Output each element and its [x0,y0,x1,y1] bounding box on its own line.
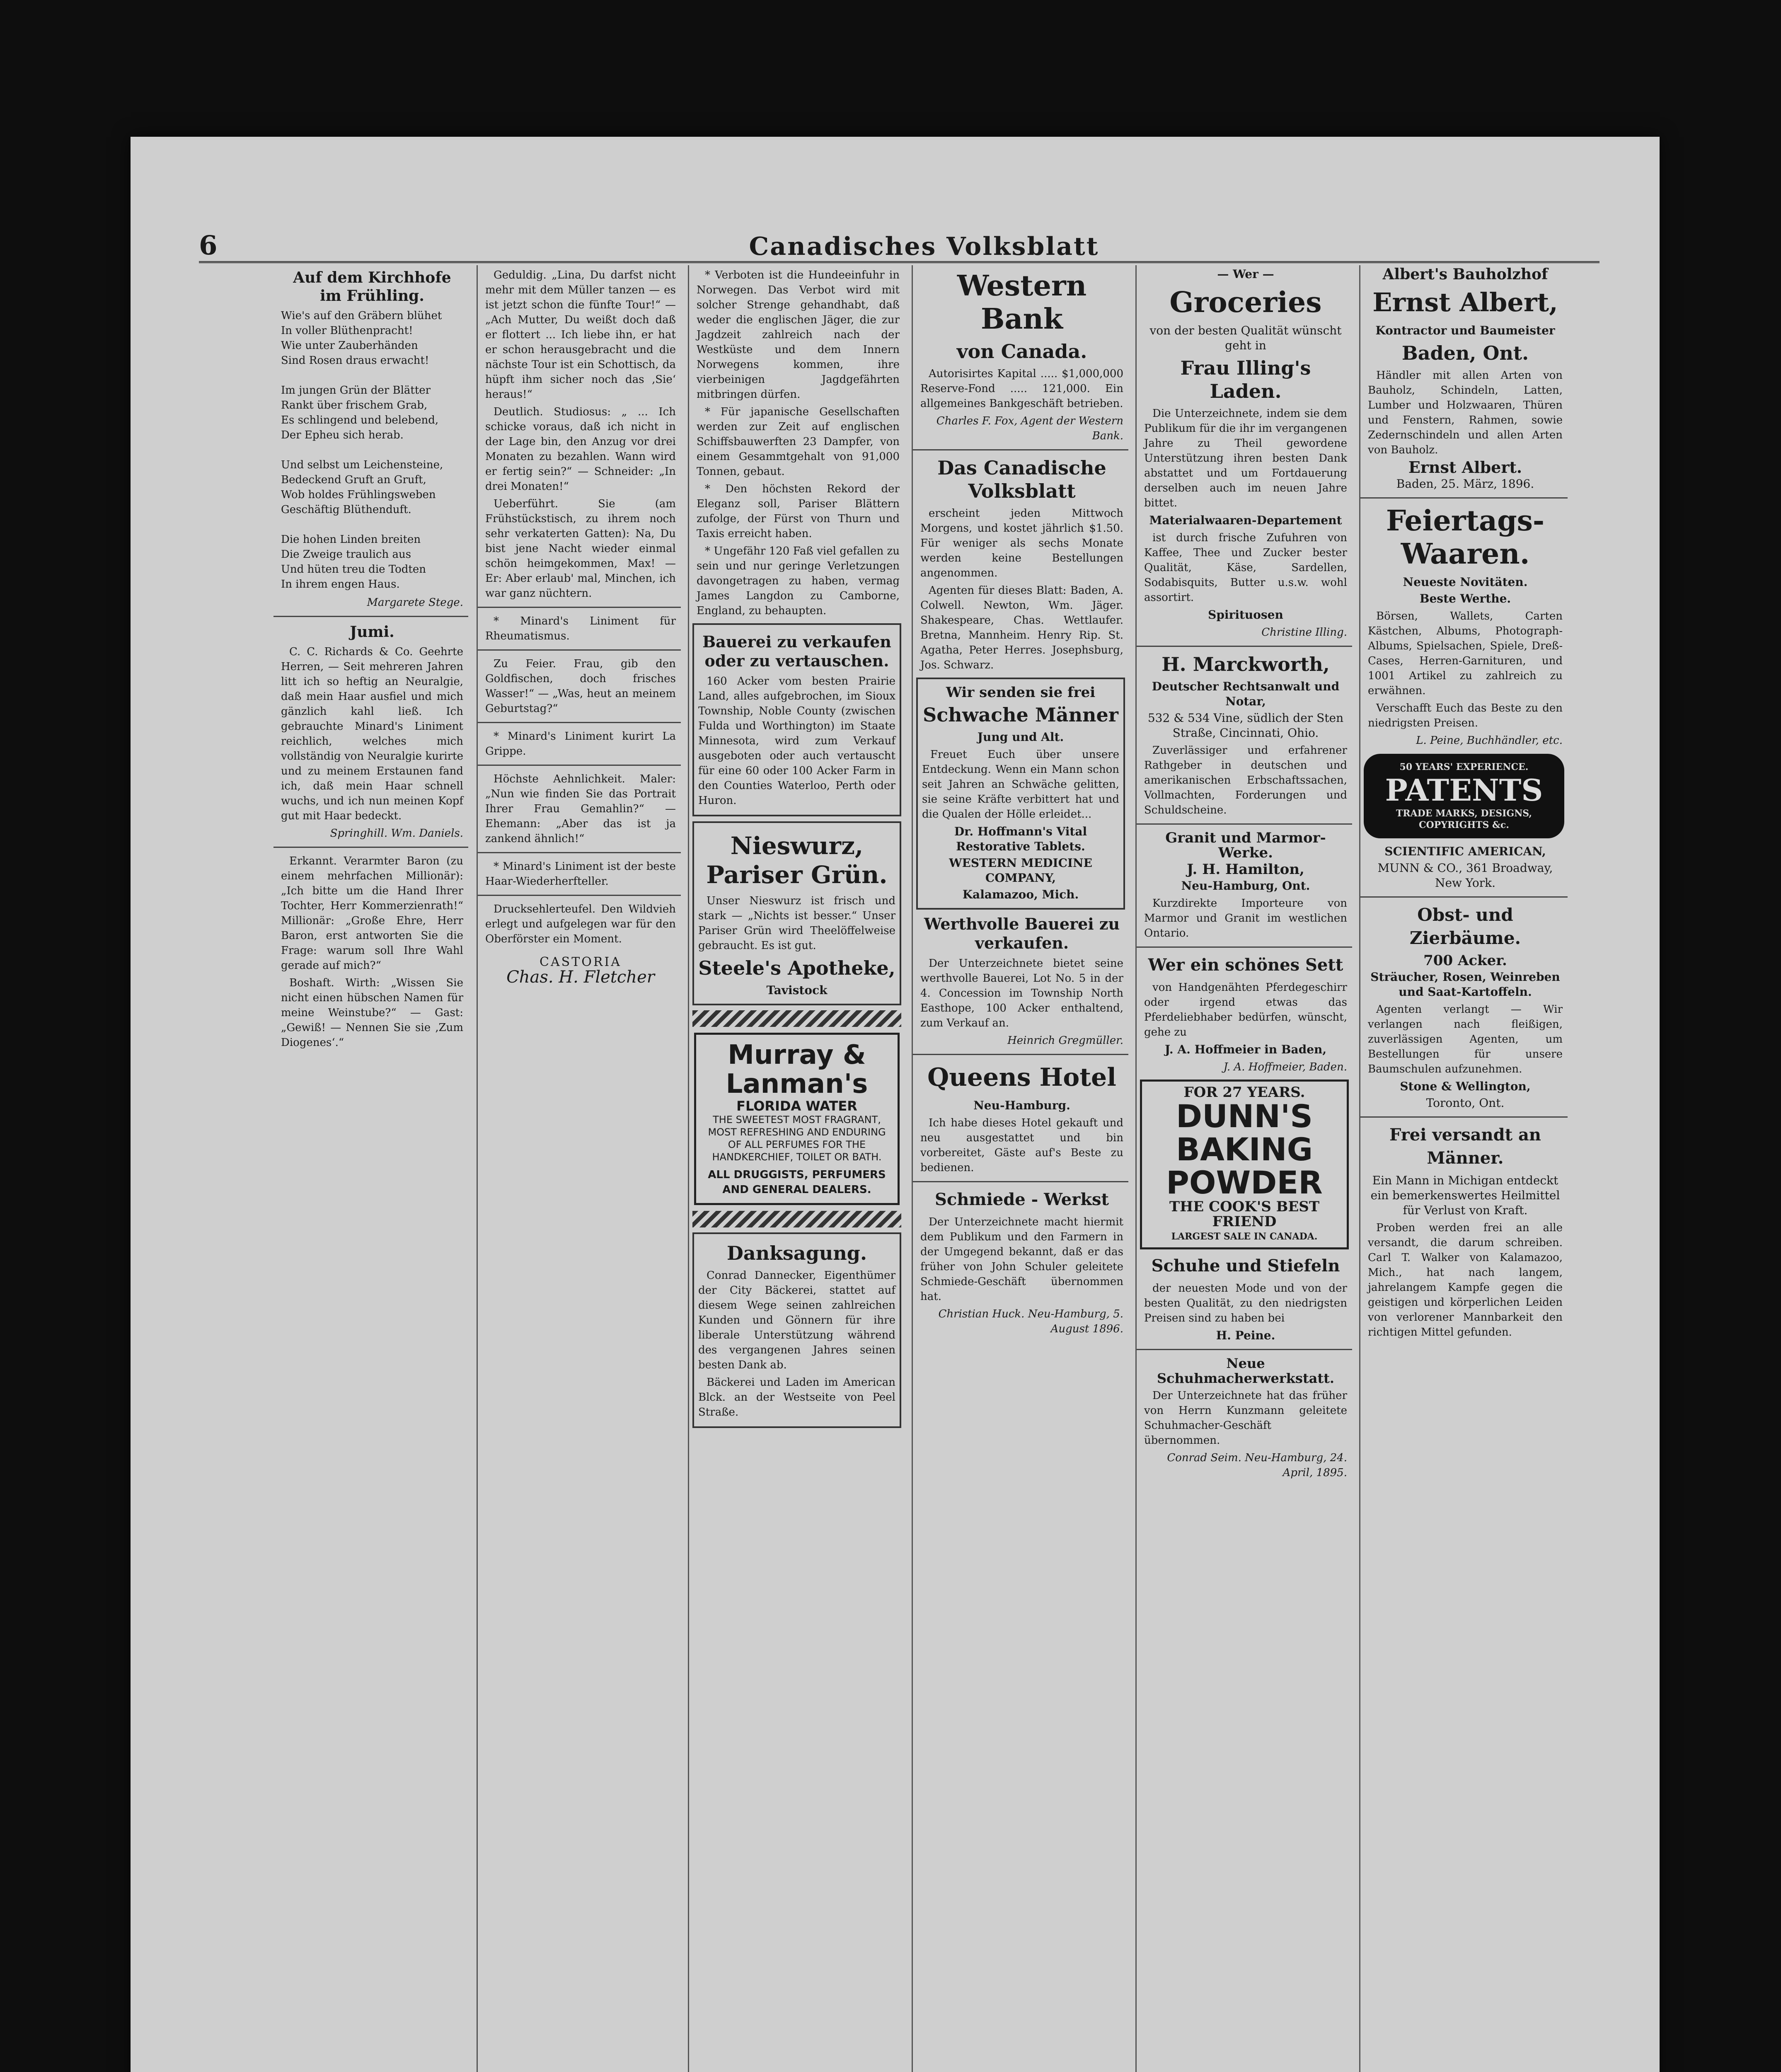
divider [1137,946,1352,948]
queens-hotel-text: Ich habe dieses Hotel gekauft und neu ausgestattet und bin vorbereitet, Gäste auf's Beste zu bedienen. [920,1117,1123,1174]
poem-line: Die hohen Linden breiten [281,533,421,546]
patents-pre: 50 YEARS' EXPERIENCE. [1399,762,1529,772]
divider [273,847,468,848]
poem-line: In ihrem engen Haus. [281,578,400,591]
murray-name: Murray & Lanman's [726,1040,868,1099]
liniment-ad: * Minard's Liniment für Rheumatismus. [485,615,676,642]
steele-city: Tavistock [766,983,828,997]
volksblatt-agents: Agenten für dieses Blatt: Baden, A. Colwell. Newton, Wm. Jäger. Shakespeare, Chas. Wettlaufer. Bretna, Mannheim. Henry Rip. St. Agatha, Peter Herres. Josephsburg, Jos. Schwarz. [920,584,1123,671]
poem-line: Der Epheu sich herab. [281,429,404,441]
testimonial-letter: C. C. Richards & Co. Geehrte Herren, — Seit mehreren Jahren litt ich so heftig an Neuralgie, daß mein Haar ausfiel und mich gänzlich kahl ließ. Ich gebrauchte Minard's Liniment reichlich, welches mich vollständig von Neuralgie kurirte und zu meinem Erstaunen fand ich, daß mein Haar schnell wuchs, und ich nun meinen Kopf gut mit Haar bedeckt. [281,646,463,822]
news-item: * Ungefähr 120 Faß viel gefallen zu sein und nur geringe Verletzungen davongetragen zu haben, vermag James Langdon zu Camborne, England, zu behaupten. [697,545,900,617]
poem-title: Auf dem Kirchhofe im Frühling. [293,269,451,305]
poem-line: Wob holdes Frühlingsweben [281,489,436,501]
scientific-american: SCIENTIFIC AMERICAN, [1384,845,1546,858]
lawyer-address: 532 & 534 Vine, südlich der Sten Straße, Cincinnati, Ohio. [1147,711,1344,740]
liniment-ad: * Minard's Liniment ist der beste Haar-Wiederherfteller. [485,860,676,888]
frei-subtitle: Ein Mann in Michigan entdeckt ein bemerkenswertes Heilmittel für Verlust von Kraft. [1370,1174,1560,1217]
divider [1137,1349,1352,1350]
bank-text: Autorisirtes Kapital ..... $1,000,000 Reserve-Fond ..... 121,000. Ein allgemeines Bankgeschäft betrieben. [920,368,1123,410]
page-number: 6 [199,230,218,261]
poem [273,308,468,592]
beste-werthe: Beste Werthe. [1419,592,1511,605]
letter-signature: Springhill. Wm. Daniels. [330,827,463,840]
anecdote: Ueberführt. Sie (am Frühstückstisch, zu ihrem noch sehr verkaterten Gatten): Na, Du bist jene Nacht wieder einmal schön heimgekommen, Max! — Er: Aber erlaub' mal, Minchen, ich war ganz nüchtern. [485,498,676,600]
danksagung-ad [692,1232,901,1428]
anecdote: Höchste Aehnlichkeit. Maler: „Nun wie finden Sie das Portrait Ihrer Frau Gemahlin?“ — Ehemann: „Aber das ist ja zankend ähnlich!“ [485,773,676,845]
dunn-name: DUNN'S BAKING POWDER [1166,1098,1323,1201]
tablets-name: Dr. Hoffmann's Vital Restorative Tablets. [954,825,1087,853]
poem-line: Im jungen Grün der Blätter [281,384,431,397]
column-1 [273,265,468,2072]
albert-date: Baden, 25. März, 1896. [1396,477,1534,491]
danksagung-address: Bäckerei und Laden im American Blck. an der Westseite von Peel Straße. [698,1376,895,1418]
divider [478,852,681,853]
materialwaaren-title: Materialwaaren-Departement [1149,513,1342,527]
stone-city: Toronto, Ont. [1426,1096,1505,1110]
news-item: * Verboten ist die Hundeeinfuhr in Norwegen. Das Verbot wird mit solcher Strenge gehandhabt, daß weder die englischen Jäger, die zur Jagdzeit zahlreich nach der Westküste und dem Innern Norwegens kommen, ihre vierbeinigen Jagdgefährten mitbringen dürfen. [697,269,900,401]
frei-text: Proben werden frei an alle versandt, die darum schreiben. Carl T. Walker von Kalamazoo, Mich., hat nach langem, jahrelangem Kampfe gegen die geistigen und körperlichen Leiden von verlorener Mannbarkeit den richtigen Mittel gefunden. [1368,1222,1563,1339]
anecdote: Deutlich. Studiosus: „ ... Ich schicke voraus, daß ich nicht in der Lage bin, den Anzug vor drei Monaten zu bezahlen. Wann wird er fertig sein?“ — Schneider: „In drei Monaten!“ [485,406,676,493]
company-city: Kalamazoo, Mich. [962,888,1079,901]
anecdote: Zu Feier. Frau, gib den Goldfischen, doch frisches Wasser!“ — „Was, heut an meinem Geburtstag?“ [485,658,676,715]
column-2 [477,265,681,2072]
divider [913,1181,1128,1182]
poem-line: Rankt über frischem Grab, [281,399,428,411]
granit-title: Granit und Marmor-Werke. [1165,830,1326,861]
sett-text: von Handgenähten Pferdegeschirr oder irgend etwas das Pferdeliebhaber bedürfen, wünscht, gehe zu [1144,981,1347,1038]
schwache-pre: Wir senden sie frei [946,684,1096,701]
farm-sale-text: 160 Acker vom besten Prairie Land, alles aufgebrochen, im Sioux Township, Noble County (zwischen Fulda und Worthington) im Staate Minnesota, wird zum Verkauf ausgeboten oder auch vertauscht für eine 60 oder 100 Acker Farm in den Counties Waterloo, Perth oder Huron. [698,675,895,807]
schwache-text: Freuet Euch über unsere Entdeckung. Wenn ein Mann schon seit Jahren an Schwäche gelitten, sie seine Kräfte verbittert hat und die Qualen der Hölle erleidet... [922,748,1119,821]
poem-line: Geschäftig Blüthenduft. [281,503,411,516]
obst-subtitle: Sträucher, Rosen, Weinreben und Saat-Kartoffeln. [1370,970,1560,999]
anecdote: Drucksehlerteufel. Den Wildvieh erlegt und aufgelegen war für den Oberförster ein Moment. [485,903,676,945]
bank-signature: Charles F. Fox, Agent der Western Bank. [936,415,1123,442]
divider [478,722,681,723]
liniment-ad: * Minard's Liniment kurirt La Grippe. [485,730,676,758]
groceries-pre: — Wer — [1217,267,1274,281]
divider [1137,823,1352,825]
column-4 [912,265,1128,2072]
poem-line [281,517,463,532]
lawyer-name: H. Marckworth, [1162,653,1330,675]
neue-werkstatt-text: Der Unterzeichnete hat das früher von Herrn Kunzmann geleitete Schuhmacher-Geschäft übernommen. [1144,1389,1347,1447]
castoria-ad: CASTORIA [540,955,622,969]
groceries-subtitle: von der besten Qualität wünscht geht in [1149,324,1342,352]
poem-line: Die Zweige traulich aus [281,548,411,561]
divider [478,895,681,896]
hamilton-city: Neu-Hamburg, Ont. [1181,879,1310,893]
poem-line [281,368,463,383]
divider [273,616,468,617]
poem-line: Wie's auf den Gräbern blühet [281,310,442,322]
dunn-sub: THE COOK'S BEST FRIEND [1169,1198,1320,1230]
obst-text: Agenten verlangt — Wir verlangen nach fleißigen, zuverlässigen Agenten, um Bestellungen für unsere Baumschulen aufzunehmen. [1368,1003,1563,1075]
stone-wellington: Stone & Wellington, [1400,1080,1531,1093]
neue-werkstatt-signature: Conrad Seim. Neu-Hamburg, 24. April, 1895. [1167,1452,1347,1479]
divider [478,607,681,608]
neue-werkstatt-title: Neue Schuhmacherwerkstatt. [1157,1356,1335,1386]
poem-author: Margarete Stege. [367,596,463,609]
schmiede-text: Der Unterzeichnete macht hiermit dem Publikum und den Farmern in der Umgegend bekannt, daß er das früher von John Schuler geleitete Schmiede-Geschäft übernommen hat. [920,1216,1123,1303]
schuhe-text: der neuesten Mode und von der besten Qualität, zu den niedrigsten Preisen sind zu haben bei [1144,1282,1347,1324]
bauerei-title: Werthvolle Bauerei zu verkaufen. [924,915,1120,952]
schuhe-name: H. Peine. [1216,1329,1275,1342]
divider [913,449,1128,450]
schuhe-title: Schuhe und Stiefeln [1151,1256,1340,1276]
volksblatt-title: Das Canadische Volksblatt [937,457,1106,502]
groceries-title: Groceries [1169,286,1322,319]
danksagung-text: Conrad Dannecker, Eigenthümer der City Bäckerei, stattet auf diesem Wege seinen zahlreichen Kunden und Gönnern für ihre liberale Unterstützung während des vergangenen Jahres seinen besten Dank ab. [698,1269,895,1371]
feiertag-title: Feiertags-Waaren. [1386,504,1545,571]
albert-subtitle: Kontractor und Baumeister [1375,324,1555,337]
feiertag-text2: Verschafft Euch das Beste zu den niedrigsten Preisen. [1368,702,1563,729]
schwache-subtitle: Jung und Alt. [977,730,1064,744]
dunns-baking-powder-ad [1140,1080,1349,1249]
divider [478,765,681,766]
groceries-signature: Christine Illing. [1261,626,1347,639]
sett-title: Wer ein schönes Sett [1148,955,1343,975]
bauholz-pre: Albert's Bauholzhof [1382,266,1548,283]
bauerei-signature: Heinrich Gregmüller. [1007,1034,1123,1047]
poem-line: Es schlingend und belebend, [281,414,439,426]
poem-line: In voller Blüthenpracht! [281,324,413,337]
spirituosen-title: Spirituosen [1208,608,1283,622]
divider [913,1054,1128,1055]
divider [478,649,681,651]
obst-acker: 700 Acker. [1423,952,1507,969]
poem-line: Bedeckend Gruft an Gruft, [281,474,426,486]
groceries-shop: Frau Illing's Laden. [1180,357,1311,402]
farm-sale-ad [692,623,901,816]
anecdote: Geduldig. „Lina, Du darfst nicht mehr mit dem Müller tanzen — es ist jetzt schon die fünfte Tour!“ — „Ach Mutter, Du weißt doch daß er flottert ... Ich liebe ihn, er hat er schon herausgebracht und die nächste Tour ist ein Schottisch, da hüpft ihm sicher noch das ‚Sie‘ heraus!“ [485,269,676,401]
poem-line: Wie unter Zauberhänden [281,339,418,352]
feiertag-signature: L. Peine, Buchhändler, etc. [1416,734,1563,747]
column-6 [1359,265,1568,2072]
groceries-text: Die Unterzeichnete, indem sie dem Publikum für die ihr im vergangenen Jahre zu Theil gewordene Unterstützung ihren besten Dank abstattet und um Fortdauerung derselben auch im neuen Jahre bittet. [1144,407,1347,509]
danksagung-title: Danksagung. [727,1242,867,1264]
divider [1360,1116,1568,1118]
poem-line [281,443,463,457]
nieswurz-title: Nieswurz, Pariser Grün. [706,832,888,889]
patents-title: PATENTS [1385,772,1543,808]
feiertag-text: Börsen, Wallets, Carten Kästchen, Albums, Photograph-Albums, Spielsachen, Spiele, Dreß-Cases, Herren-Garnituren, und 1001 Artikel zu zahlreich zu erwähnen. [1368,610,1563,697]
fletcher-signature: Chas. H. Fletcher [506,968,655,987]
schwache-title: Schwache Männer [923,704,1118,726]
news-item: * Für japanische Gesellschaften werden zur Zeit auf englischen Schiffsbauwerften 23 Dampfer, von einem Gesammtgehalt von 91,000 Tonnen, gebaut. [697,406,900,478]
column-5 [1135,265,1352,2072]
anecdote: Boshaft. Wirth: „Wissen Sie nicht einen hübschen Namen für meine Weinstube?“ — Gast: „Gewiß! — Nennen Sie sie ‚Zum Diogenes‘.“ [281,977,463,1049]
patents-ad [1364,754,1564,838]
lawyer-text: Zuverlässiger und erfahrener Rathgeber in deutschen und amerikanischen Erbschaftssachen, Vollmachten, Forderungen und Schuldscheine. [1144,744,1347,816]
volksblatt-text: erscheint jeden Mittwoch Morgens, und kostet jährlich $1.50. Für weniger als sechs Monate werden keine Bestellungen angenommen. [920,507,1123,579]
patents-sub: TRADE MARKS, DESIGNS, COPYRIGHTS &c. [1396,808,1532,830]
column-3 [688,265,905,2072]
novitaeten-title: Neueste Novitäten. [1403,575,1528,589]
queens-hotel-city: Neu-Hamburg. [973,1099,1070,1112]
obst-title: Obst- und Zierbäume. [1409,905,1521,948]
farm-sale-title: Bauerei zu verkaufen oder zu vertauschen. [702,632,891,670]
munn-co: MUNN & CO., 361 Broadway, New York. [1377,861,1553,890]
news-item: * Den höchsten Rekord der Eleganz soll, Pariser Blättern zufolge, der Fürst von Thurn und Taxis erreicht haben. [697,483,900,540]
poem-line: Sind Rosen draus erwacht! [281,354,429,367]
divider [1360,497,1568,499]
queens-hotel-title: Queens Hotel [927,1063,1116,1092]
divider [1137,646,1352,647]
sett-name: J. A. Hoffmeier in Baden, [1164,1043,1327,1056]
albert-city: Baden, Ont. [1401,342,1529,364]
bank-subtitle: von Canada. [956,340,1087,363]
murray-dealers: ALL DRUGGISTS, PERFUMERS AND GENERAL DEALERS. [708,1169,886,1196]
bank-title: Western Bank [957,269,1087,336]
schwache-maenner-ad [916,678,1125,910]
murray-lanman-ad [694,1033,900,1205]
divider [1360,896,1568,898]
albert-name: Ernst Albert, [1372,287,1558,317]
schmiede-signature: Christian Huck. Neu-Hamburg, 5. August 1896. [938,1308,1123,1335]
albert-text: Händler mit allen Arten von Bauholz, Schindeln, Latten, Lumber und Holzwaaren, Thüren und Fenstern, Rahmen, sowie Zedernschindeln und allen Arten von Bauholz. [1368,369,1563,456]
albert-signature: Ernst Albert. [1408,458,1522,477]
hamilton-text: Kurzdirekte Importeure von Marmor und Granit im westlichen Ontario. [1144,897,1347,939]
dunn-pre: FOR 27 YEARS. [1183,1084,1305,1101]
bauerei-text: Der Unterzeichnete bietet seine werthvolle Bauerei, Lot No. 5 in der 4. Concession im Township North Easthope, 100 Acker enthaltend, zum Verkauf an. [920,957,1123,1029]
steele-title: Steele's Apotheke, [698,957,895,979]
nieswurz-ad [692,821,901,1005]
frei-title: Frei versandt an Männer. [1389,1125,1541,1168]
masthead: Canadisches Volksblatt [749,232,1099,261]
nieswurz-text: Unser Nieswurz ist frisch und stark — „Nichts ist besser.“ Unser Pariser Grün wird Theelöffelweise gebraucht. Es ist gut. [698,895,895,952]
anecdote: Erkannt. Verarmter Baron (zu einem mehrfachen Millionär): „Ich bitte um die Hand Ihrer Tochter, Herr Kommerzienrath!“ Millionär: „Große Ehre, Herr Baron, erst antworten Sie die Frage: warum soll Ihre Wahl gerade auf mich?“ [281,855,463,972]
dunn-sub2: LARGEST SALE IN CANADA. [1171,1231,1318,1242]
sett-signature: J. A. Hoffmeier, Baden. [1223,1061,1347,1073]
ornament-border [692,1010,901,1027]
hamilton-name: J. H. Hamilton, [1187,861,1304,878]
section-title: Jumi. [350,623,394,641]
lawyer-subtitle: Deutscher Rechtsanwalt und Notar, [1152,680,1340,708]
company-name: WESTERN MEDICINE COMPANY, [949,856,1092,885]
murray-desc: THE SWEETEST MOST FRAGRANT, MOST REFRESHING AND ENDURING OF ALL PERFUMES FOR THE HANDKERCHIEF, TOILET OR BATH. [708,1114,886,1163]
murray-product: FLORIDA WATER [736,1098,857,1114]
schmiede-title: Schmiede - Werkst [934,1190,1109,1209]
ornament-border [692,1211,901,1227]
page-header [199,215,1600,263]
poem-line: Und hüten treu die Todten [281,563,426,576]
poem-line: Und selbst um Leichensteine, [281,459,443,471]
materialwaaren-text: ist durch frische Zufuhren von Kaffee, Thee und Zucker bester Qualität, Käse, Sardellen, Sodabisquits, Butter u.s.w. wohl assortirt. [1144,532,1347,604]
